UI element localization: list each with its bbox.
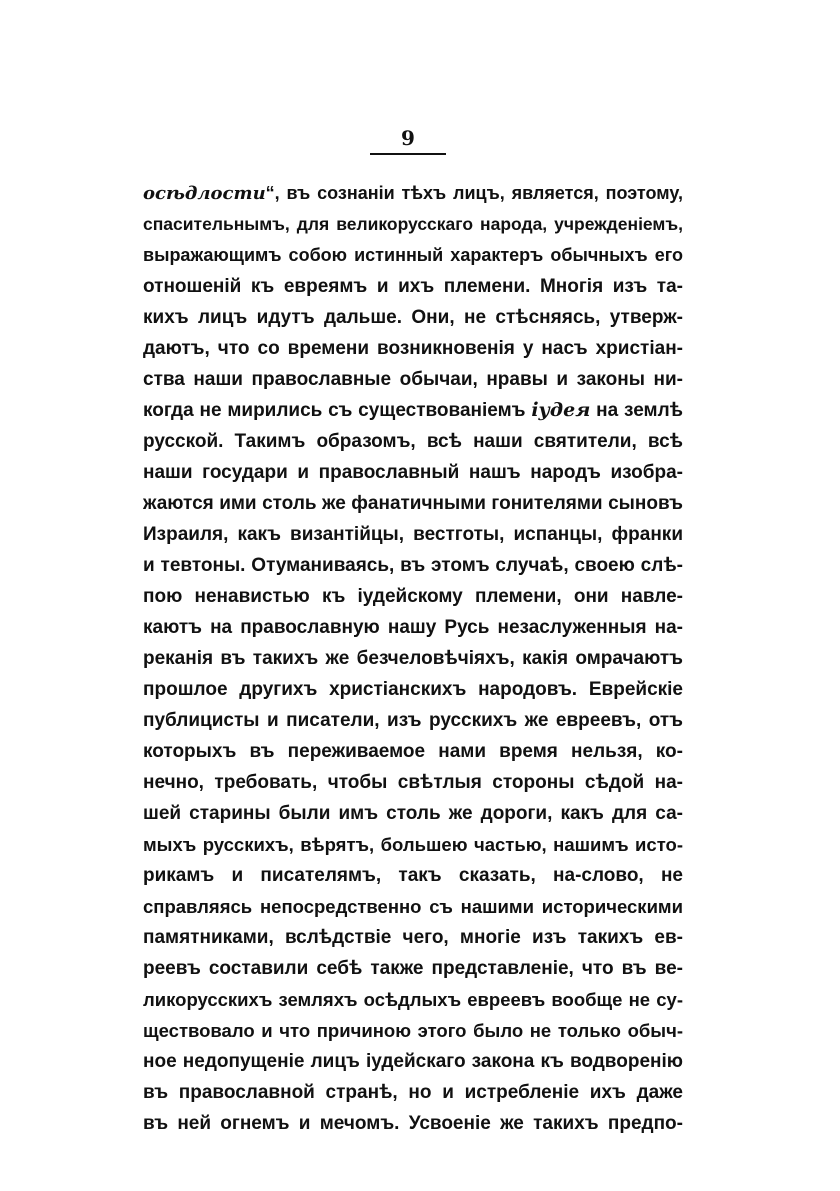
text-line: ства наши православные обычаи, нравы и законы ни-: [143, 369, 683, 390]
text-line: мыхъ русскихъ, вѣрятъ, большею частью, нашимъ исто-: [143, 834, 683, 855]
text-line: въ православной странѣ, но и истребленіе ихъ даже: [143, 1082, 683, 1103]
text-line: реевъ составили себѣ также представленіе, что въ ве-: [143, 958, 683, 979]
text-line: памятниками, вслѣдствіе чего, многіе изъ такихъ ев-: [143, 927, 683, 948]
text-segment: “, въ сознаніи тѣхъ лицъ, является, поэтому,: [265, 183, 683, 203]
text-line: русской. Такимъ образомъ, всѣ наши святители, всѣ: [143, 431, 683, 452]
text-segment: на землѣ: [590, 400, 683, 421]
text-line: каютъ на православную нашу Русь незаслуженныя на-: [143, 617, 683, 638]
text-line: пою ненавистью къ іудейскому племени, они навле-: [143, 586, 683, 607]
header-rule: [370, 153, 446, 155]
text-line: публицисты и писатели, изъ русскихъ же евреевъ, отъ: [143, 710, 683, 731]
text-line: реканія въ такихъ же безчеловѣчіяхъ, какія омрачаютъ: [143, 648, 683, 669]
text-line: справляясь непосредственно съ нашими историческими: [143, 896, 683, 917]
text-line: и тевтоны. Отуманиваясь, въ этомъ случаѣ, своею слѣ-: [143, 555, 683, 576]
text-line: [143, 395, 683, 426]
emphasized-word: іудея: [531, 399, 591, 421]
text-line: прошлое другихъ христіанскихъ народовъ. Еврейскіе: [143, 679, 683, 700]
text-line: шей старины были имъ столь же дороги, какъ для са-: [143, 803, 683, 824]
text-line: [143, 178, 683, 209]
text-line: отношеній къ евреямъ и ихъ племени. Многія изъ та-: [143, 276, 683, 297]
body-text: [143, 178, 683, 1139]
page-number: 9: [401, 126, 415, 150]
text-line: рикамъ и писателямъ, такъ сказать, на-слово, не: [143, 865, 683, 886]
text-line: спасительнымъ, для великорусскаго народа, учрежденіемъ,: [143, 214, 683, 234]
text-line: ществовало и что причиною этого было не только обыч-: [143, 1020, 683, 1041]
text-segment: когда не мирились съ существованіемъ: [143, 400, 532, 421]
text-line: выражающимъ собою истинный характеръ обычныхъ его: [143, 245, 683, 265]
emphasized-word: осѣдлости: [143, 183, 266, 204]
text-line: жаются ими столь же фанатичными гонителями сыновъ: [143, 493, 683, 514]
text-line: Израиля, какъ византійцы, вестготы, испанцы, франки: [143, 524, 683, 545]
text-line: нечно, требовать, чтобы свѣтлыя стороны сѣдой на-: [143, 772, 683, 793]
text-line: ликорусскихъ земляхъ осѣдлыхъ евреевъ вообще не су-: [143, 989, 683, 1010]
text-line: кихъ лицъ идутъ дальше. Они, не стѣсняясь, утверж-: [143, 307, 683, 328]
text-line: ное недопущеніе лицъ іудейскаго закона къ водворенію: [143, 1051, 683, 1072]
text-line: даютъ, что со времени возникновенія у насъ христіан-: [143, 338, 683, 359]
text-line: наши государи и православный нашъ народъ изобра-: [143, 462, 683, 483]
text-line: въ ней огнемъ и мечомъ. Усвоеніе же такихъ предпо-: [143, 1113, 683, 1134]
text-line: которыхъ въ переживаемое нами время нельзя, ко-: [143, 741, 683, 762]
